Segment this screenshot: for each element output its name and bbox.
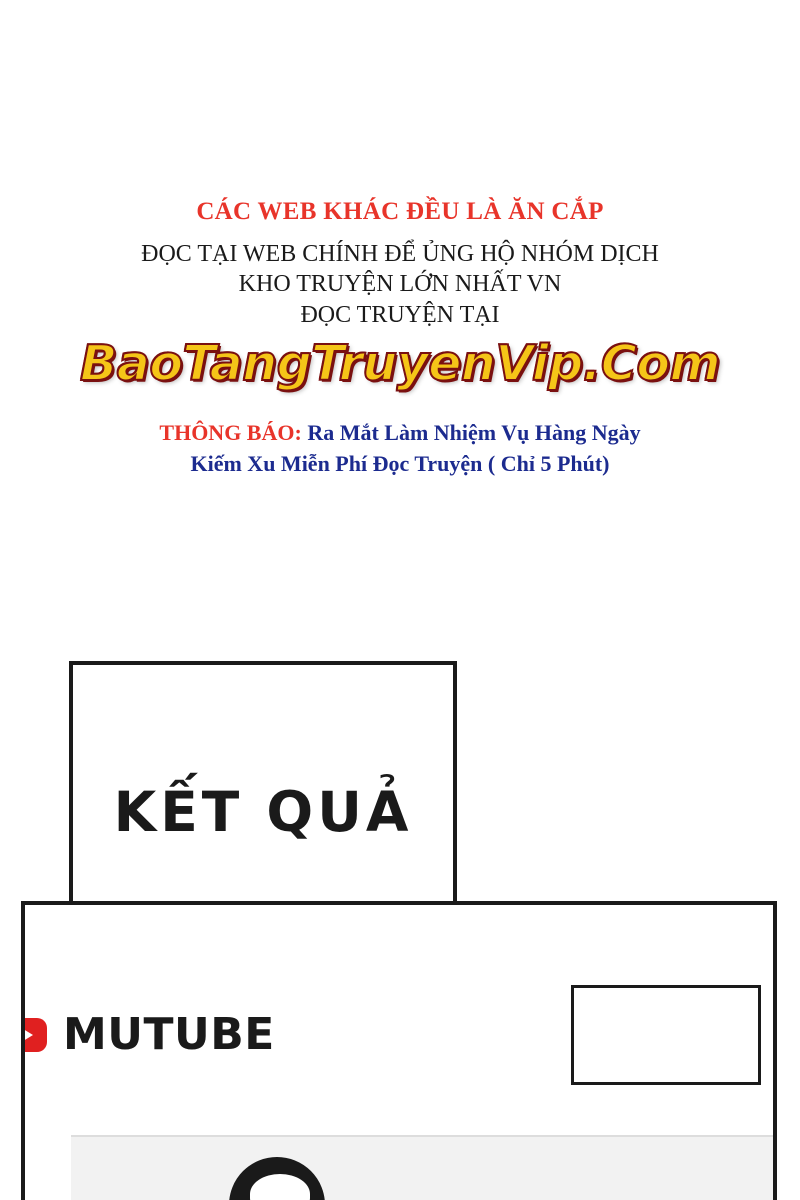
promo-notice-label: THÔNG BÁO: bbox=[159, 419, 302, 445]
app-header bbox=[45, 1009, 275, 1060]
search-input[interactable] bbox=[571, 985, 761, 1085]
comic-panel-app bbox=[21, 901, 777, 1200]
promo-notice-line2: Kiếm Xu Miễn Phí Đọc Truyện ( Chỉ 5 Phút) bbox=[190, 451, 610, 477]
promo-subline-2: KHO TRUYỆN LỚN NHẤT VN bbox=[238, 271, 562, 298]
app-content-strip bbox=[71, 1135, 773, 1200]
promo-watermark bbox=[0, 0, 800, 480]
play-logo-icon bbox=[21, 1018, 47, 1052]
promo-notice bbox=[0, 417, 800, 481]
panel-result-caption: KẾT QUẢ bbox=[113, 780, 413, 844]
app-name-label: MUTUBE bbox=[63, 1009, 275, 1060]
promo-notice-text: Ra Mắt Làm Nhiệm Vụ Hàng Ngày bbox=[301, 419, 641, 445]
site-brand-name: BaoTangTruyenVip.Com bbox=[79, 334, 721, 392]
promo-subline-3: ĐỌC TRUYỆN TẠI bbox=[300, 301, 500, 328]
promo-subline-1: ĐỌC TẠI WEB CHÍNH ĐỂ ỦNG HỘ NHÓM DỊCH bbox=[141, 240, 659, 267]
promo-headline: CÁC WEB KHÁC ĐỀU LÀ ĂN CẮP bbox=[196, 198, 604, 225]
